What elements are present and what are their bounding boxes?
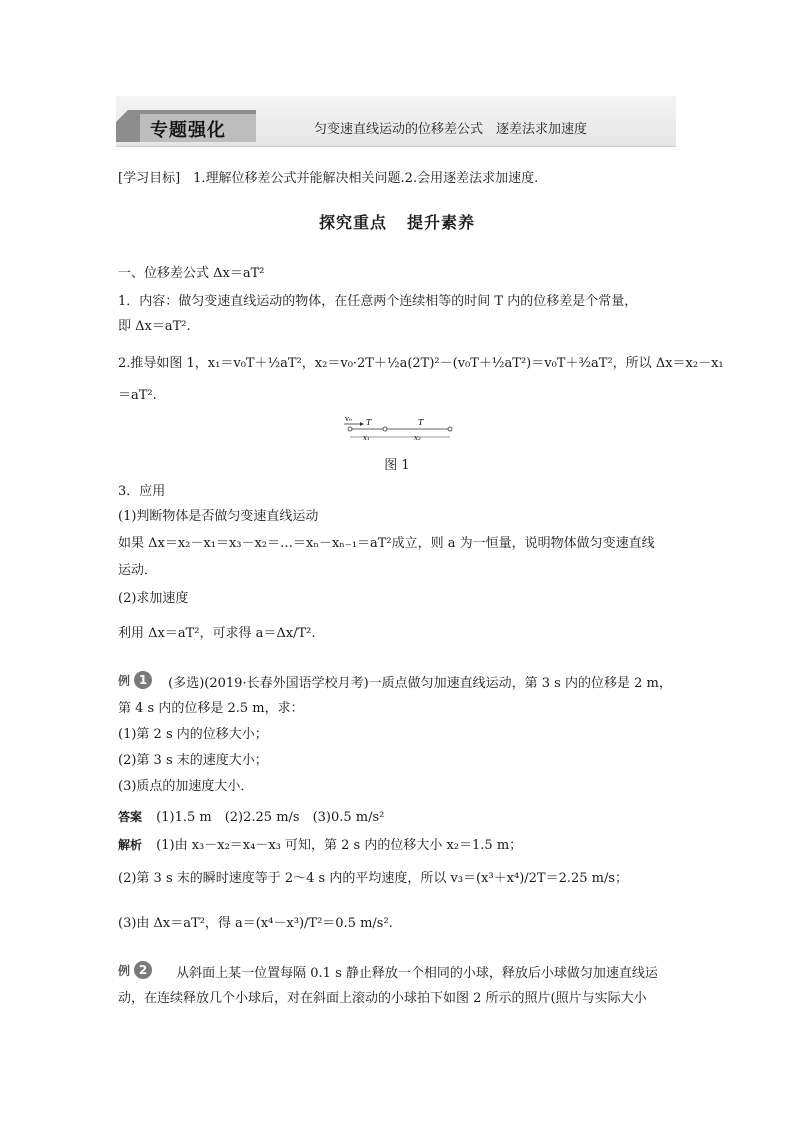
figure-1-caption: 图 1 bbox=[384, 458, 410, 473]
banner-tag-label: 专题强化 bbox=[150, 120, 226, 141]
banner-subtitle: 匀变速直线运动的位移差公式 逐差法求加速度 bbox=[314, 122, 588, 137]
derivation-line-2: ＝aT². bbox=[118, 388, 157, 403]
fig-v0-label: v₀ bbox=[345, 415, 352, 423]
derivation-line-1: 2.推导如图 1，x₁＝v₀T＋½aT²，x₂＝v₀·2T＋½a(2T)²－(v₀T＋½aT²)＝v₀T＋³⁄₂aT²，所以 Δx＝x₂－x₁ bbox=[118, 356, 724, 371]
example-2-badge: 例 2 bbox=[118, 962, 154, 980]
answer-label: 答案 bbox=[118, 810, 143, 824]
application-heading: 3．应用 bbox=[118, 484, 166, 499]
heading-displacement-formula: 一、位移差公式 Δx＝aT² bbox=[118, 266, 265, 281]
application-p1: (1)判断物体是否做匀变速直线运动 bbox=[118, 509, 319, 524]
fig-point-2 bbox=[448, 427, 452, 431]
example-1-analysis-2: (2)第 3 s 末的瞬时速度等于 2～4 s 内的平均速度，所以 v₃＝(x³＋x⁴)/2T＝2.25 m/s； bbox=[118, 871, 629, 886]
application-p4: (2)求加速度 bbox=[118, 591, 189, 606]
analysis-text-1: (1)由 x₃－x₂＝x₄－x₃ 可知，第 2 s 内的位移大小 x₂＝1.5 m； bbox=[156, 838, 523, 853]
section-title-right: 提升素养 bbox=[407, 213, 476, 232]
example-1-answer bbox=[118, 808, 384, 827]
example-1-analysis-1 bbox=[118, 836, 522, 855]
fig-t2-label: T bbox=[418, 418, 424, 427]
application-p3: 运动． bbox=[118, 563, 158, 578]
fig-t1-label: T bbox=[366, 418, 372, 427]
analysis-label: 解析 bbox=[118, 838, 143, 852]
example-1-number: 1 bbox=[134, 671, 152, 689]
example-1-badge: 例 1 bbox=[118, 672, 154, 690]
example-1-q2: (2)第 3 s 末的速度大小； bbox=[118, 753, 268, 768]
fig-point-1 bbox=[383, 427, 387, 431]
section-title-left: 探究重点 bbox=[318, 213, 387, 232]
example-2-text-1: 从斜面上某一位置每隔 0.1 s 静止释放一个相同的小球，释放后小球做匀加速直线运 bbox=[176, 966, 658, 981]
answer-text: (1)1.5 m (2)2.25 m/s (3)0.5 m/s² bbox=[156, 810, 385, 825]
example-1-q3: (3)质点的加速度大小． bbox=[118, 779, 254, 794]
learning-objectives: [学习目标] 1.理解位移差公式并能解决相关问题.2.会用逐差法求加速度. bbox=[118, 171, 539, 186]
example-1-analysis-3: (3)由 Δx＝aT²，得 a＝(x⁴－x³)/T²＝0.5 m/s². bbox=[118, 916, 393, 931]
fig-v0-arrowhead bbox=[360, 422, 364, 426]
example-1-q1: (1)第 2 s 内的位移大小； bbox=[118, 727, 268, 742]
content-line-1: 1．内容：做匀变速直线运动的物体，在任意两个连续相等的时间 T 内的位移差是个常量， bbox=[118, 294, 638, 309]
example-2-number: 2 bbox=[134, 961, 152, 979]
example-1-line-1 bbox=[118, 672, 672, 693]
example-1-line-2: 第 4 s 内的位移是 2.5 m，求： bbox=[118, 701, 304, 716]
application-p2: 如果 Δx＝x₂－x₁＝x₃－x₂＝…＝xₙ－xₙ₋₁＝aT²成立，则 a 为一恒量，说明物体做匀变速直线 bbox=[118, 536, 655, 551]
example-2-line-1 bbox=[118, 962, 658, 983]
example-2-line-2: 动，在连续释放几个小球后，对在斜面上滚动的小球拍下如图 2 所示的照片(照片与实际大小 bbox=[118, 991, 647, 1006]
fig-x1-label: x₁ bbox=[363, 434, 370, 442]
figure-1-diagram bbox=[340, 413, 455, 447]
header-banner bbox=[116, 96, 676, 147]
fig-point-0 bbox=[348, 427, 352, 431]
fig-x2-label: x₂ bbox=[414, 434, 421, 442]
application-p5: 利用 Δx＝aT²，可求得 a＝Δx/T². bbox=[118, 626, 316, 641]
example-1-text-1: (多选)(2019·长春外国语学校月考)一质点做匀加速直线运动，第 3 s 内的位移是 2 m， bbox=[168, 676, 672, 691]
content-line-2: 即 Δx＝aT². bbox=[118, 319, 191, 334]
section-title bbox=[0, 210, 794, 233]
